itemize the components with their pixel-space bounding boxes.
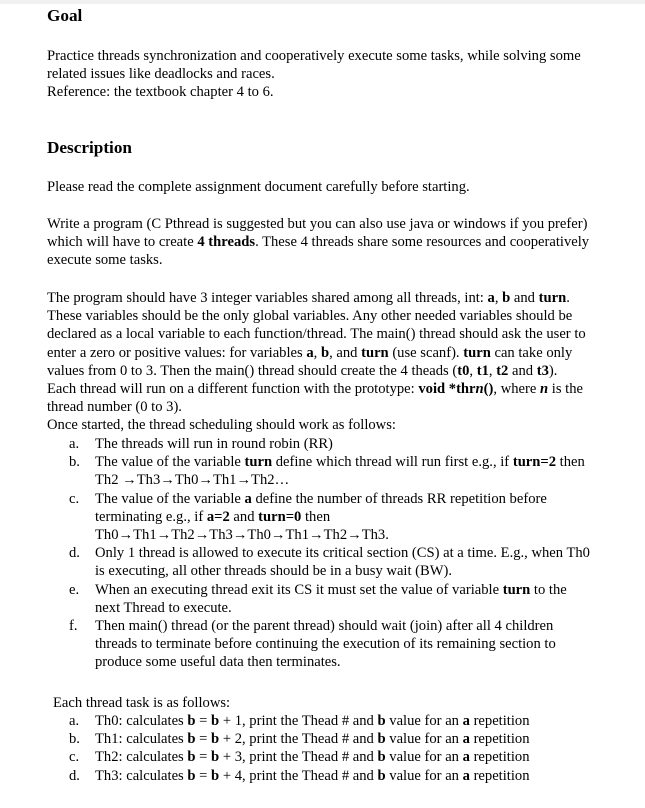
goal-line: related issues like deadlocks and races.: [47, 66, 275, 83]
list-item: b. The value of the variable turn define which thread will run first e.g., if turn=2 then Th2 →Th3→Th0→Th1→Th2…: [69, 454, 585, 489]
paragraph-variables: The program should have 3 integer variables shared among all threads, int: a, b and turn. These variables should be the only global variables. Any other needed variables should be declared as a local variable to each function/thread. The main() thread should ask the user to enter a zero or positive values: for variables a, b, and turn (use scanf). turn can take only values from 0 to 3. Then the main() thread should create the 4 theads (t0, t1, t2 and t3). Each thread will run on a different function with the prototype: void *thrn(), where n is the thread number (0 to 3). Once started, the thread scheduling should work as follows:: [47, 290, 586, 434]
description-intro: Please read the complete assignment document carefully before starting.: [47, 179, 470, 195]
goal-text: [47, 47, 645, 102]
tasks-intro: Each thread task is as follows:: [53, 695, 231, 711]
list-item: e. When an executing thread exit its CS it must set the value of variable turn to the next Thread to execute.: [69, 581, 567, 616]
list-item: c. The value of the variable a define the number of threads RR repetition before terminating e.g., if a=2 and turn=0 then Th0→Th1→Th2→Th3→Th0→Th1→Th2→Th3.: [69, 490, 547, 544]
list-item: a. Th0: calculates b = b + 1, print the Thead # and b value for an a repetition: [69, 713, 530, 729]
thread-tasks-list: [47, 712, 645, 785]
description-heading: Description: [47, 138, 132, 157]
goal-heading: Goal: [47, 6, 83, 25]
list-item: f. Then main() thread (or the parent thread) should wait (join) after all 4 children threads to terminate before continuing the execution of its remaining section to produce some useful data then terminates.: [69, 618, 556, 671]
list-item: c. Th2: calculates b = b + 3, print the Thead # and b value for an a repetition: [69, 749, 530, 766]
list-item: b. Th1: calculates b = b + 2, print the Thead # and b value for an a repetition: [69, 731, 530, 748]
goal-line: Practice threads synchronization and cooperatively execute some tasks, while solving some: [47, 48, 581, 64]
paragraph-program: Write a program (C Pthread is suggested but you can also use java or windows if you prefer) which will have to create 4 threads. These 4 threads share some resources and cooperatively execute some tasks.: [47, 216, 590, 269]
page-top-strip: [0, 0, 645, 4]
list-item: d. Th3: calculates b = b + 4, print the Thead # and b value for an a repetition: [69, 767, 530, 784]
list-item: a. The threads will run in round robin (RR): [69, 436, 333, 452]
list-item: d. Only 1 thread is allowed to execute its critical section (CS) at a time. E.g., when Th0 is executing, all other threads should be in a busy wait (BW).: [69, 545, 590, 580]
scheduling-rules-list: [47, 435, 645, 672]
goal-line: Reference: the textbook chapter 4 to 6.: [47, 84, 274, 101]
